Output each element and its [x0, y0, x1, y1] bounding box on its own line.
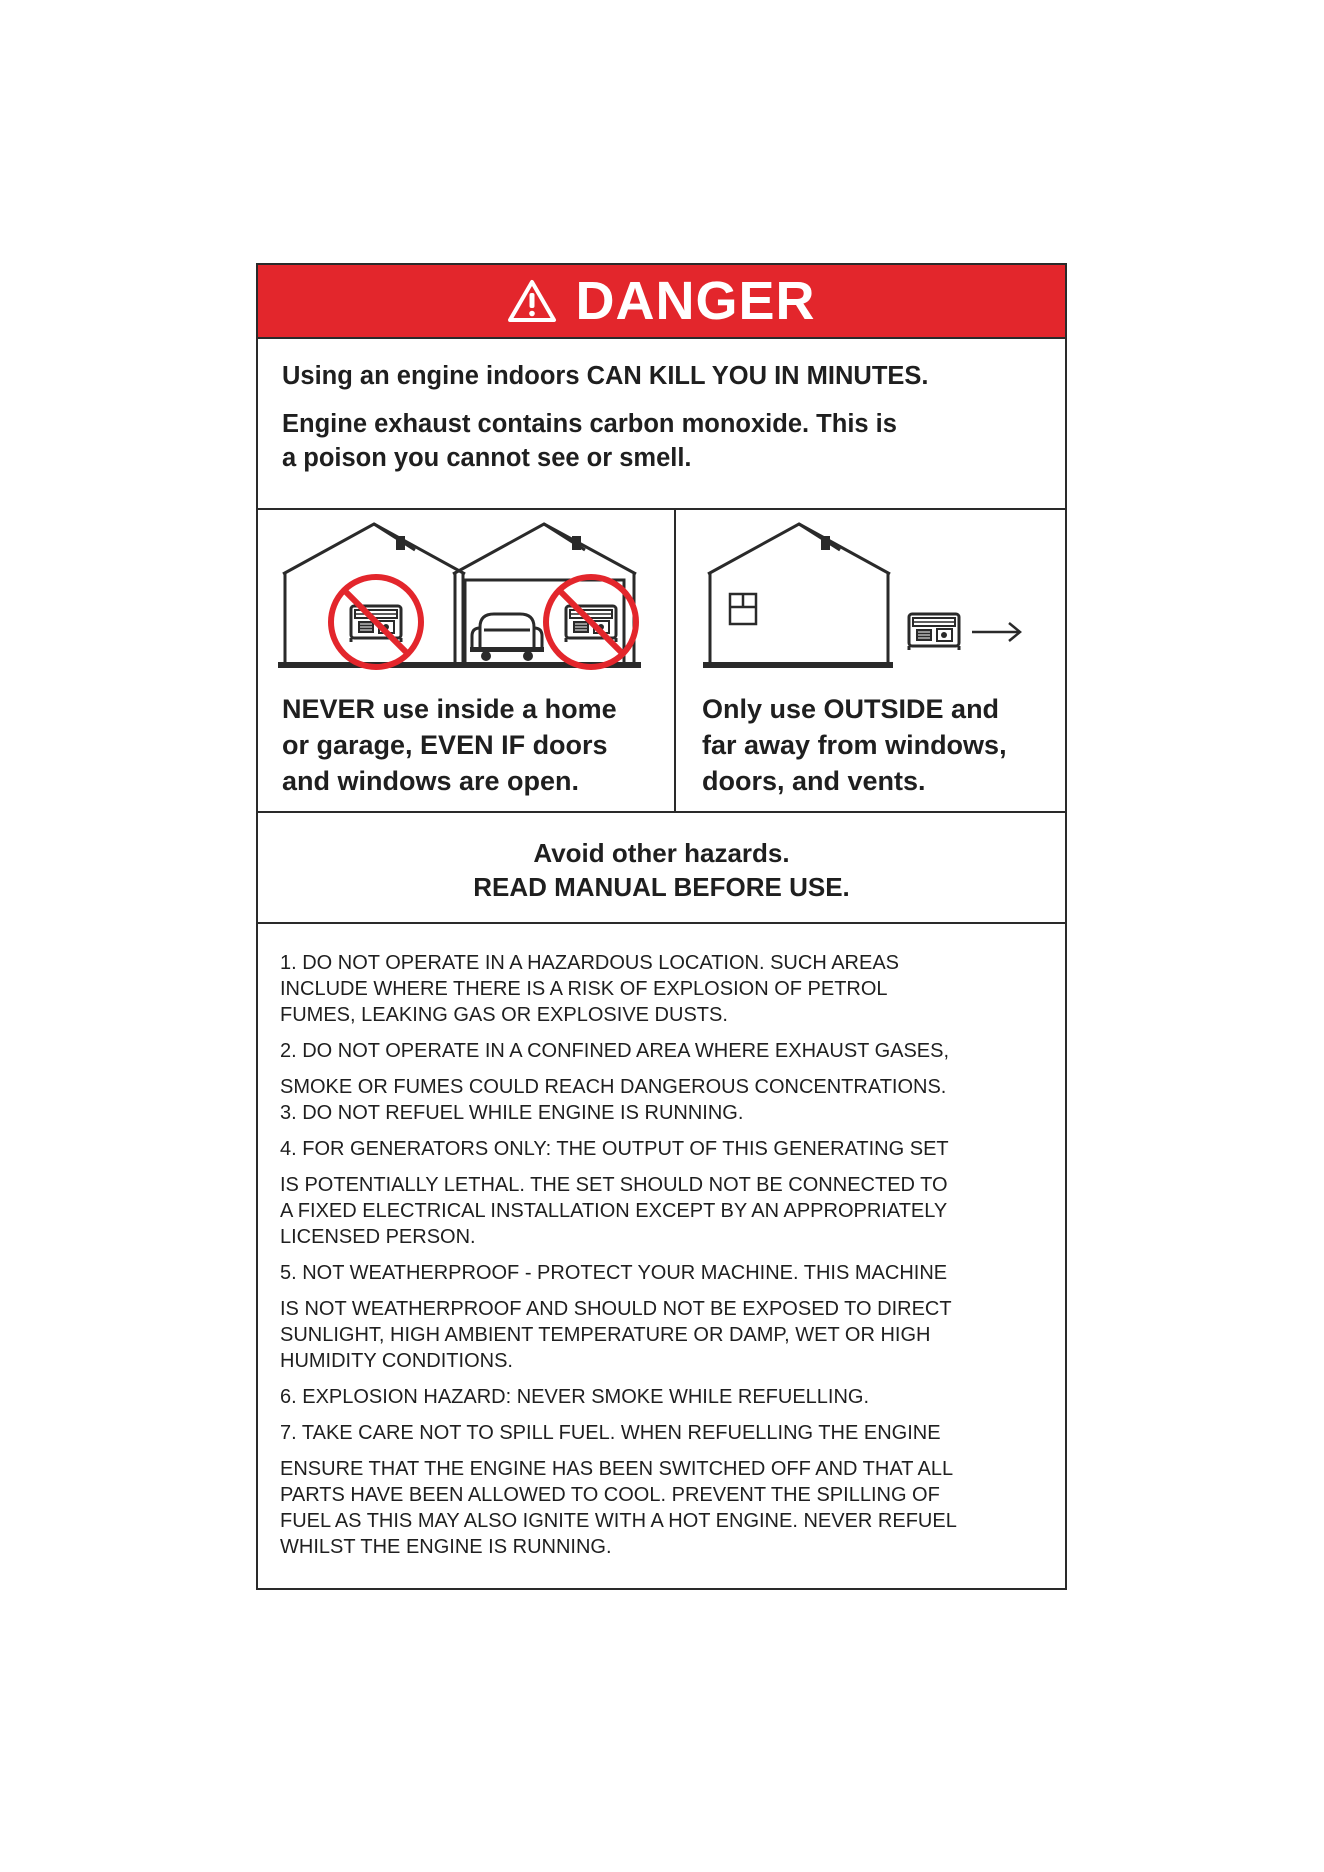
read-manual-text: READ MANUAL BEFORE USE. — [473, 871, 850, 902]
danger-header — [258, 265, 1065, 339]
never-line-3: and windows are open. — [282, 766, 580, 796]
safety-rule-line: 2. DO NOT OPERATE IN A CONFINED AREA WHERE EXHAUST GASES, — [280, 1040, 950, 1062]
safety-rule-1 — [280, 950, 1055, 1028]
safety-rule-2 — [280, 1038, 1055, 1100]
safety-rule-line: FUEL AS THIS MAY ALSO IGNITE WITH A HOT ENGINE. NEVER REFUEL — [280, 1510, 957, 1532]
safety-rule-line: IS NOT WEATHERPROOF AND SHOULD NOT BE EXPOSED TO DIRECT — [280, 1298, 952, 1320]
never-indoors-text — [282, 691, 617, 799]
warning-line-2a: Engine exhaust contains carbon monoxide. This is — [282, 410, 897, 438]
outside-line-1: Only use OUTSIDE and — [702, 694, 1000, 724]
safety-rule-line: INCLUDE WHERE THERE IS A RISK OF EXPLOSION OF PETROL — [280, 978, 888, 1000]
no-generator-icon — [331, 577, 421, 667]
pictogram-panels — [258, 510, 1065, 813]
danger-label — [256, 263, 1067, 1590]
safety-rule-line: 4. FOR GENERATORS ONLY: THE OUTPUT OF THIS GENERATING SET — [280, 1138, 949, 1160]
house-with-window-icon — [703, 524, 893, 668]
safety-rules-list — [258, 924, 1065, 1560]
safety-rule-line: FUMES, LEAKING GAS OR EXPLOSIVE DUSTS. — [280, 1004, 728, 1026]
safety-rule-5 — [280, 1260, 1055, 1374]
avoid-hazards-text: Avoid other hazards. — [533, 837, 790, 868]
safety-rule-line: SUNLIGHT, HIGH AMBIENT TEMPERATURE OR DAMP, WET OR HIGH — [280, 1324, 931, 1346]
safety-rule-line: WHILST THE ENGINE IS RUNNING. — [280, 1536, 612, 1558]
never-line-2: or garage, EVEN IF doors — [282, 730, 608, 760]
never-line-1: NEVER use inside a home — [282, 694, 617, 724]
panel-never-indoors — [258, 510, 676, 811]
safety-rule-line: 6. EXPLOSION HAZARD: NEVER SMOKE WHILE REFUELLING. — [280, 1386, 870, 1408]
indoor-pictogram — [258, 510, 674, 690]
safety-rule-line: HUMIDITY CONDITIONS. — [280, 1350, 513, 1372]
house-icon — [278, 524, 468, 668]
warning-line-2b: a poison you cannot see or smell. — [282, 444, 692, 472]
outside-line-3: doors, and vents. — [702, 766, 926, 796]
safety-rule-line: 5. NOT WEATHERPROOF - PROTECT YOUR MACHINE. THIS MACHINE — [280, 1262, 948, 1284]
safety-rule-3 — [280, 1100, 1055, 1126]
outdoor-pictogram — [676, 510, 1066, 690]
safety-rule-line: PARTS HAVE BEEN ALLOWED TO COOL. PREVENT THE SPILLING OF — [280, 1484, 940, 1506]
safety-rule-7 — [280, 1420, 1055, 1560]
panel-outside-only — [676, 510, 1065, 811]
outside-line-2: far away from windows, — [702, 730, 1007, 760]
warning-section — [258, 339, 1065, 510]
safety-rule-line: 7. TAKE CARE NOT TO SPILL FUEL. WHEN REFUELLING THE ENGINE — [280, 1422, 941, 1444]
safety-rule-line: IS POTENTIALLY LETHAL. THE SET SHOULD NOT BE CONNECTED TO — [280, 1174, 948, 1196]
warning-triangle-icon — [507, 279, 557, 323]
safety-rule-line: LICENSED PERSON. — [280, 1226, 476, 1248]
manual-section — [258, 813, 1065, 924]
safety-rule-4 — [280, 1136, 1055, 1250]
outside-only-text — [702, 691, 1007, 799]
safety-rule-line: A FIXED ELECTRICAL INSTALLATION EXCEPT BY AN APPROPRIATELY — [280, 1200, 948, 1222]
safety-rule-6 — [280, 1384, 1055, 1410]
danger-title: DANGER — [575, 271, 816, 331]
generator-icon — [909, 614, 959, 650]
arrow-right-icon — [972, 623, 1020, 641]
warning-line-1: Using an engine indoors CAN KILL YOU IN MINUTES. — [282, 362, 929, 390]
safety-rule-line: ENSURE THAT THE ENGINE HAS BEEN SWITCHED OFF AND THAT ALL — [280, 1458, 954, 1480]
safety-rule-line: 1. DO NOT OPERATE IN A HAZARDOUS LOCATION. SUCH AREAS — [280, 952, 900, 974]
safety-rule-line: 3. DO NOT REFUEL WHILE ENGINE IS RUNNING. — [280, 1102, 744, 1124]
warning-line-2 — [282, 407, 1041, 475]
safety-rule-line: SMOKE OR FUMES COULD REACH DANGEROUS CONCENTRATIONS. — [280, 1076, 947, 1098]
